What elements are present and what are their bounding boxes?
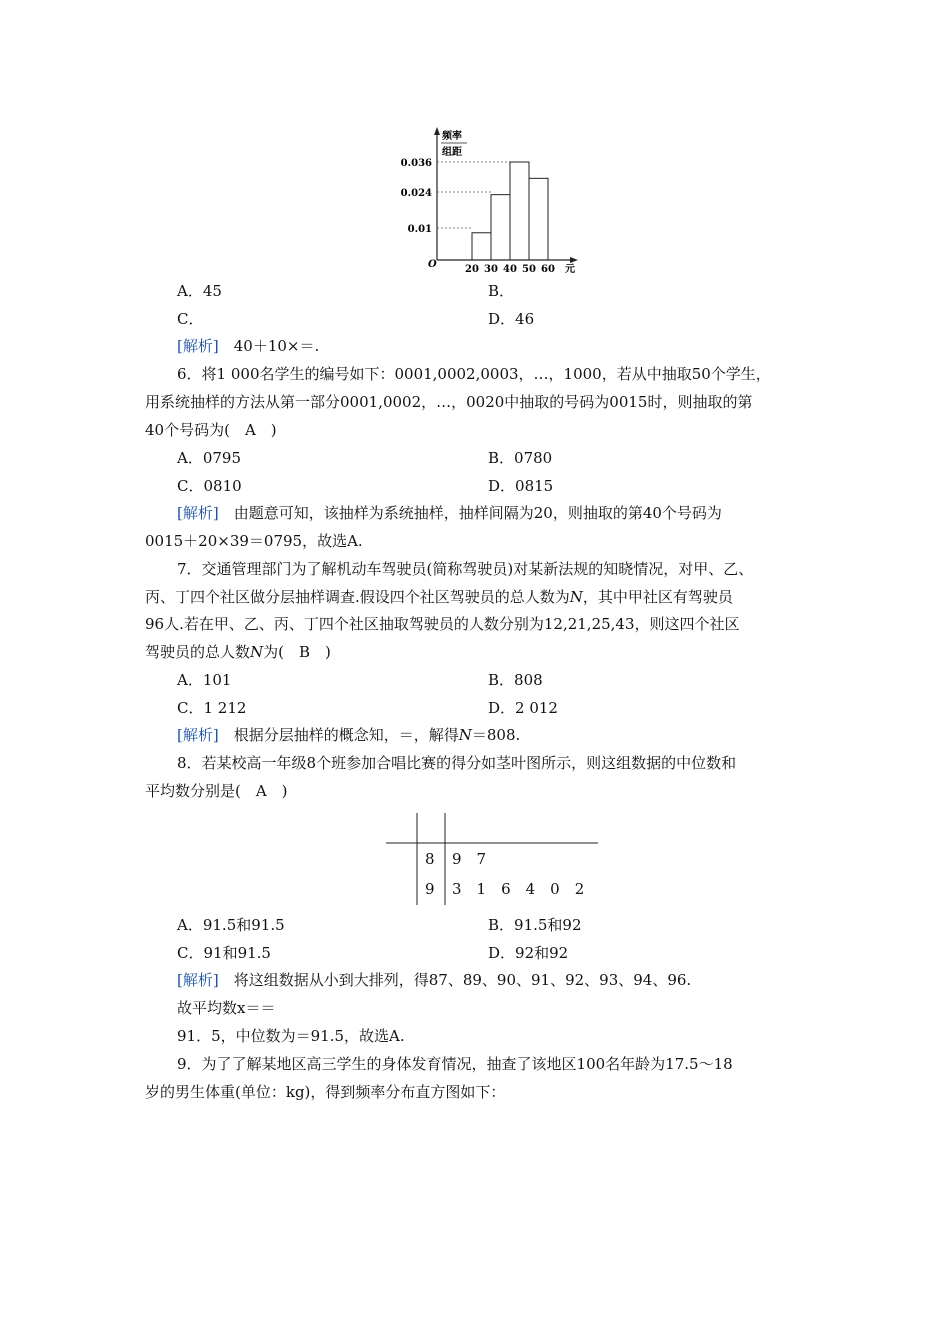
q7-stem-line3: 96人.若在甲、乙、丙、丁四个社区抽取驾驶员的人数分别为12,21,25,43，则这四个社区 (145, 615, 740, 633)
ytick-label: 0.036 (400, 158, 432, 169)
stem-value: 9 (425, 880, 435, 898)
xtick-label: 50 (522, 264, 536, 275)
ytick-label: 0.024 (400, 188, 432, 199)
q8-stem-line2: 平均数分别是( A ) (145, 782, 288, 800)
xtick-label: 30 (484, 264, 498, 275)
q7-line4-text: 为( B ) (263, 643, 331, 661)
ylabel-numerator: 频率 (442, 131, 462, 142)
x-unit-label: 元 (565, 264, 575, 275)
analysis-tag: [解析] (177, 337, 219, 355)
q8-analysis-text: 将这组数据从小到大排列，得87、89、90、91、92、93、94、96. (233, 971, 692, 989)
xtick-label: 60 (541, 264, 555, 275)
xtick-label: 20 (465, 264, 479, 275)
histogram-bar (529, 178, 548, 260)
frequency-histogram (395, 125, 595, 275)
q6-option-a: A．0795 (177, 449, 242, 467)
y-axis-arrow (434, 127, 440, 135)
q5-option-b: B． (488, 282, 515, 300)
q8-stem-line1: 8．若某校高一年级8个班参加合唱比赛的得分如茎叶图所示，则这组数据的中位数和 (177, 754, 737, 772)
histogram-bar (472, 233, 491, 260)
q6-stem-line2: 用系统抽样的方法从第一部分0001,0002，…，0020中抽取的号码为0015时，则抽取的第 (145, 393, 753, 411)
analysis-tag: [解析] (177, 726, 219, 744)
q5-option-d: D．46 (488, 310, 535, 328)
q6-stem-line1: 6．将1 000名学生的编号如下：0001,0002,0003，…，1000，若从中抽取50个学生， (177, 365, 771, 383)
q6-analysis-text: 由题意可知，该抽样为系统抽样，抽样间隔为20，则抽取的第40个号码为 (233, 504, 722, 522)
q9-stem-line1: 9．为了了解某地区高三学生的身体发育情况，抽查了该地区100名年龄为17.5～18 (177, 1055, 733, 1073)
q5-option-c: C． (177, 310, 204, 328)
x-axis-arrow (570, 257, 578, 263)
q7-analysis-text: ＝808. (471, 726, 521, 744)
q6-option-d: D．0815 (488, 477, 554, 495)
q7-line2-text: ，其中甲社区有驾驶员 (582, 588, 733, 606)
q5-analysis-text: 40＋10×＝. (233, 337, 320, 355)
var-n: N (250, 643, 264, 661)
q6-analysis-line2: 0015＋20×39＝0795，故选A. (145, 532, 363, 550)
stem-value: 8 (425, 850, 435, 868)
q7-option-c: C．1 212 (177, 699, 247, 717)
stem-leaf-plot (386, 813, 598, 905)
histogram-bar (491, 195, 510, 260)
q8-option-d: D．92和92 (488, 944, 569, 962)
q6-analysis (177, 503, 722, 523)
q8-analysis-line2: 故平均数x＝＝ (177, 999, 276, 1017)
q7-option-a: A．101 (177, 671, 232, 689)
leaf-values: 3 1 6 4 0 2 (452, 880, 585, 898)
q7-line4-text: 驾驶员的总人数 (145, 643, 251, 661)
q6-stem-line3: 40个号码为( A ) (145, 421, 277, 439)
q7-stem-line4 (145, 642, 331, 662)
q6-option-c: C．0810 (177, 477, 242, 495)
analysis-tag: [解析] (177, 971, 219, 989)
q8-option-b: B．91.5和92 (488, 916, 582, 934)
q7-stem-line1: 7．交通管理部门为了解机动车驾驶员(简称驾驶员)对某新法规的知晓情况，对甲、乙、 (177, 560, 754, 578)
leaf-values: 9 7 (452, 850, 487, 868)
q8-analysis (177, 970, 691, 990)
q7-option-d: D．2 012 (488, 699, 558, 717)
q6-option-b: B．0780 (488, 449, 553, 467)
origin-label: O (428, 259, 437, 270)
q7-stem-line2 (145, 587, 733, 607)
histogram-bar (510, 162, 529, 260)
q5-analysis (177, 336, 319, 356)
q7-line2-text: 丙、丁四个社区做分层抽样调查.假设四个社区驾驶员的总人数为 (145, 588, 570, 606)
q7-option-b: B．808 (488, 671, 543, 689)
xtick-label: 40 (503, 264, 517, 275)
q8-option-a: A．91.5和91.5 (177, 916, 285, 934)
q8-option-c: C．91和91.5 (177, 944, 271, 962)
var-n: N (569, 588, 583, 606)
q9-stem-line2: 岁的男生体重(单位：kg)，得到频率分布直方图如下： (145, 1083, 506, 1101)
var-n: N (458, 726, 472, 744)
q5-option-a: A．45 (177, 282, 222, 300)
analysis-tag: [解析] (177, 504, 219, 522)
q8-analysis-line3: 91．5，中位数为＝91.5，故选A. (177, 1027, 405, 1045)
ylabel-denominator: 组距 (442, 147, 462, 158)
q7-analysis-text: 根据分层抽样的概念知，＝，解得 (233, 726, 459, 744)
ytick-label: 0.01 (407, 224, 432, 235)
q7-analysis (177, 725, 520, 745)
